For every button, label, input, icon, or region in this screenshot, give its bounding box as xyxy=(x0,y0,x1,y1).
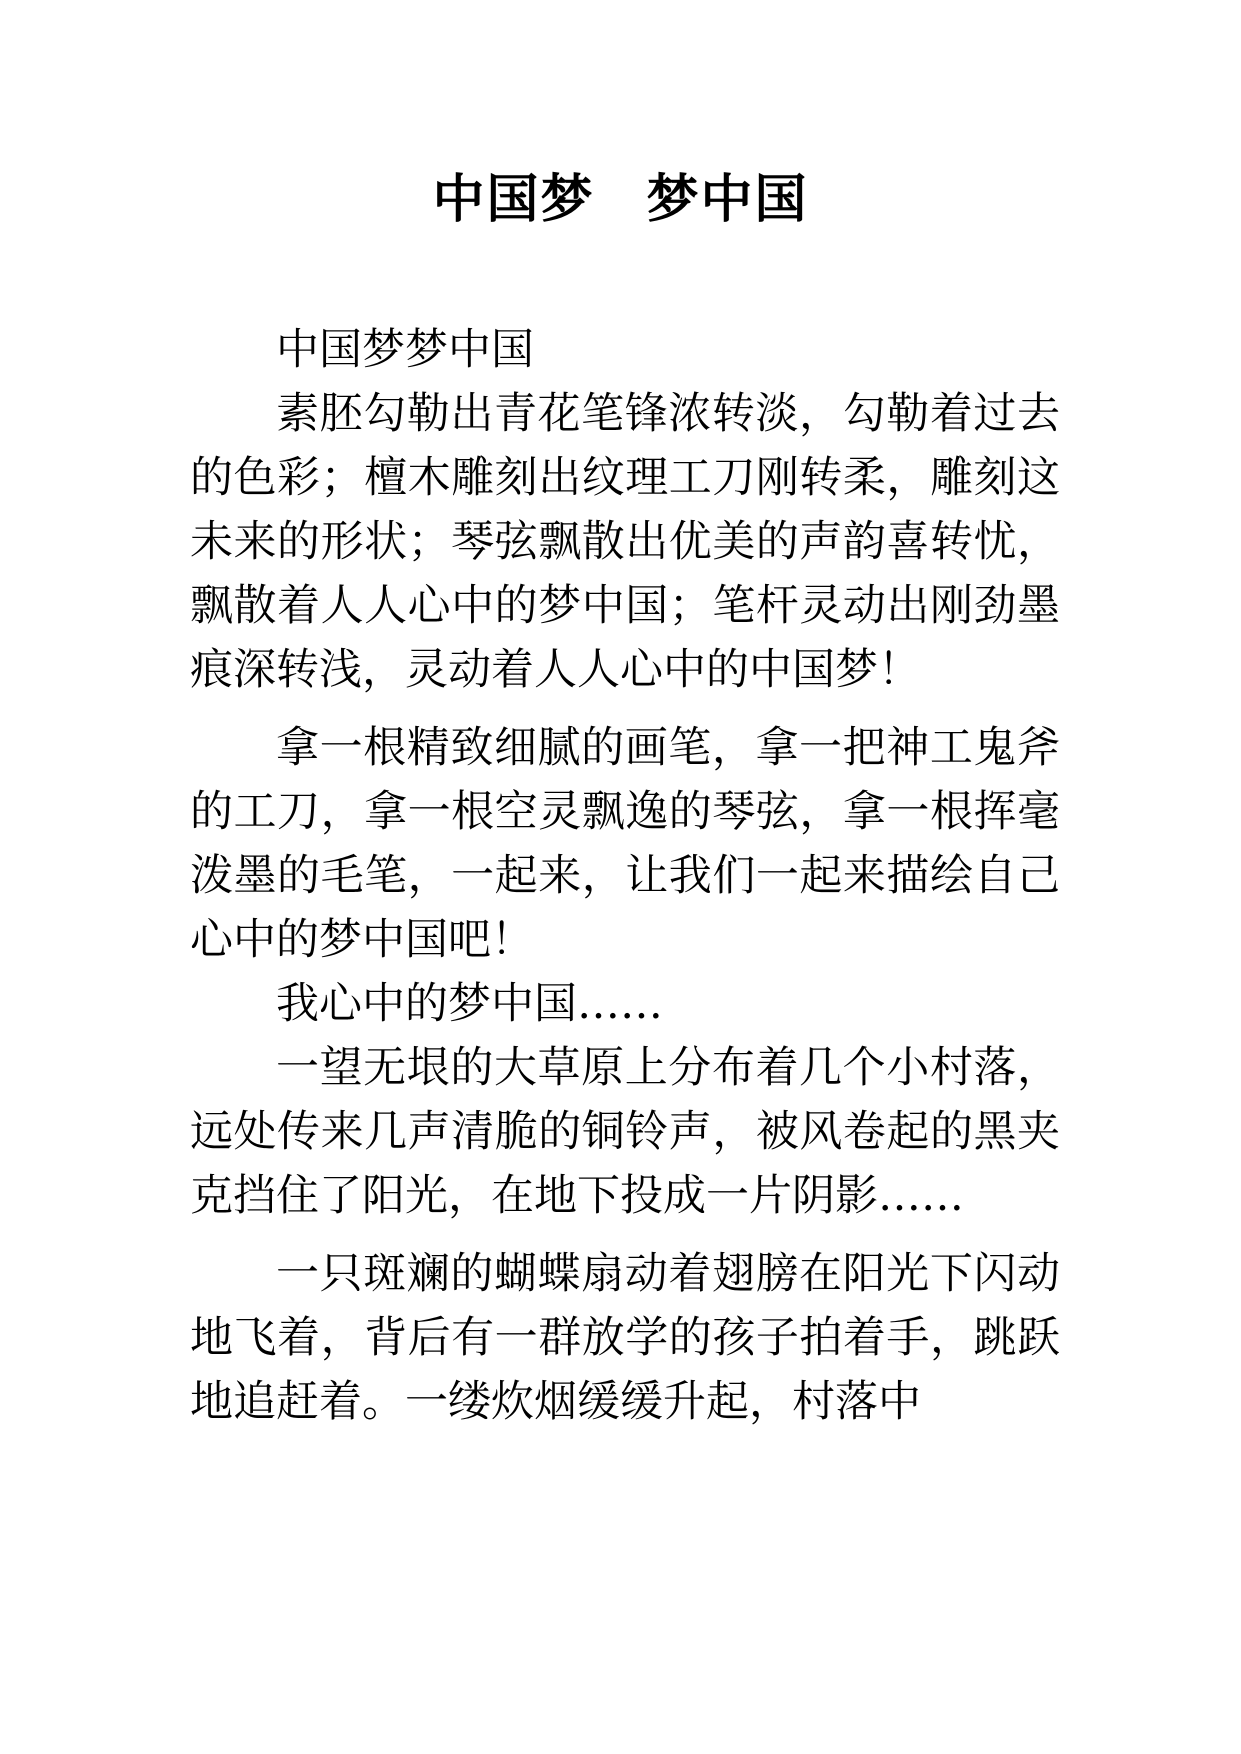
paragraph: 拿一根精致细腻的画笔，拿一把神工鬼斧的工刀，拿一根空灵飘逸的琴弦，拿一根挥毫泼墨的毛笔，一起来，让我们一起来描绘自己心中的梦中国吧！ xyxy=(190,723,1060,965)
paragraph: 一望无垠的大草原上分布着几个小村落，远处传来几声清脆的铜铃声，被风卷起的黑夹克挡住了阳光，在地下投成一片阴影…… xyxy=(190,1043,1060,1221)
paragraph: 素胚勾勒出青花笔锋浓转淡，勾勒着过去的色彩；檀木雕刻出纹理工刀刚转柔，雕刻这未来的形状；琴弦飘散出优美的声韵喜转忧，飘散着人人心中的梦中国；笔杆灵动出刚劲墨痕深转浅，灵动着人人心中的中国梦！ xyxy=(190,389,1060,695)
paragraph: 我心中的梦中国…… xyxy=(276,979,663,1029)
title-right: 梦中国 xyxy=(646,169,809,230)
paragraph: 一只斑斓的蝴蝶扇动着翅膀在阳光下闪动地飞着，背后有一群放学的孩子拍着手，跳跃地追赶着。一缕炊烟缓缓升起，村落中 xyxy=(190,1249,1060,1427)
document-title xyxy=(0,168,1241,232)
document-body xyxy=(190,318,1060,1434)
paragraph-subtitle: 中国梦梦中国 xyxy=(276,325,534,375)
title-left: 中国梦 xyxy=(432,169,595,230)
